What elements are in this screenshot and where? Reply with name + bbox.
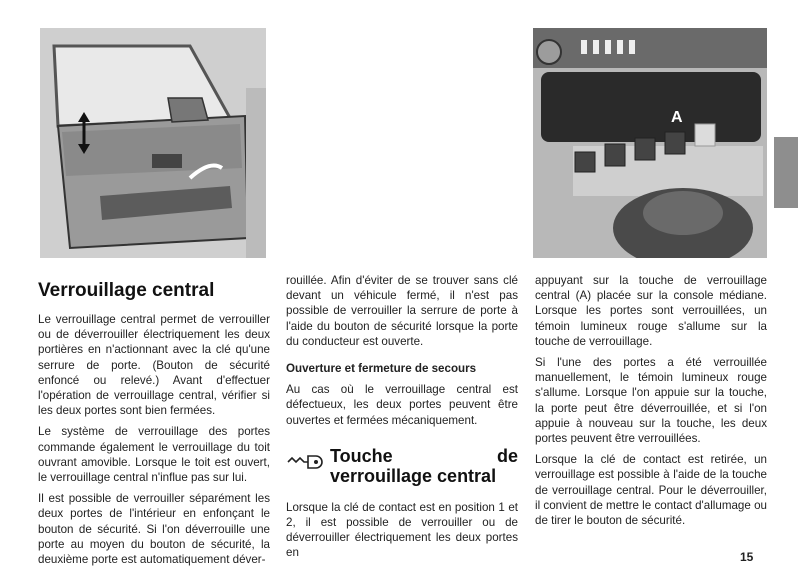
- page-number: 15: [740, 550, 754, 564]
- paragraph: Lorsque la clé de contact est retirée, un verrouillage est possible à l'aide de la touche de verrouillage central. Pour le déverrouiller, il convient de mettre le contact d'allumage ou de tirer le bouton de sécurité.: [535, 453, 767, 528]
- column-2: [286, 273, 518, 567]
- console-label-a: A: [671, 109, 683, 126]
- thumb-index-tab: [774, 137, 798, 208]
- paragraph: rouillée. Afin d'éviter de se trouver sans clé devant un véhicule fermé, il n'est pas possible de verrouiller la serrure de porte à l'aide du bouton de sécurité lorsque la porte du conducteur est ouverte.: [286, 274, 518, 348]
- section-heading-touche: Touche de verrouillage central: [330, 445, 518, 486]
- paragraph: Le système de verrouillage des portes commande également le verrouillage du toit ouvrant amovible. Lorsque le toit est ouvert, le verrouillage central n'influe pas sur lui.: [38, 425, 270, 485]
- paragraph: Il est possible de verrouiller séparément les deux portes de l'intérieur en enfonçant le bouton de sécurité. Si l'on déverrouille une porte au moyen du bouton de sécurité, la deuxième porte est automatiquement déver-: [38, 492, 270, 567]
- section-heading-verrouillage: Verrouillage central: [38, 280, 215, 301]
- paragraph: Au cas où le verrouillage central est défectueux, les deux portes peuvent être ouvertes et fermées mécaniquement.: [286, 383, 518, 427]
- column-1: [38, 312, 270, 573]
- paragraph: Lorsque la clé de contact est en position 1 et 2, il est possible de verrouiller ou de déverrouiller électriquement les deux portes en: [286, 500, 518, 560]
- door-photo: [40, 28, 266, 258]
- paragraph: appuyant sur la touche de verrouillage central (A) placée sur la console médiane. Lorsque les portes sont verrouillées, un témoin lumineux rouge s'allume sur la touche de verrouillage.: [535, 274, 767, 348]
- console-photo: [533, 28, 767, 258]
- key-heading-block: [286, 446, 518, 490]
- paragraph: Si l'une des portes a été verrouillée manuellement, le témoin lumineux rouge s'allume. Lorsque l'on appuie sur la touche, la porte peut être déverrouillée, et si l'on appuie à nouveau sur la touche, les deux portes peuvent être verrouillées.: [535, 356, 767, 446]
- subheading-secours: Ouverture et fermeture de secours: [286, 362, 477, 376]
- key-icon: [286, 452, 324, 472]
- paragraph: Le verrouillage central permet de verrouiller ou de déverrouiller électriquement les deux portières en n'actionnant avec la clé qu'une serrure de porte. (Bouton de sécurité enfoncé ou relevé.) Avant d'effectuer l'opération de verrouillage central, vérifier si les deux portes sont bien fermées.: [38, 313, 270, 418]
- column-3: [535, 273, 767, 534]
